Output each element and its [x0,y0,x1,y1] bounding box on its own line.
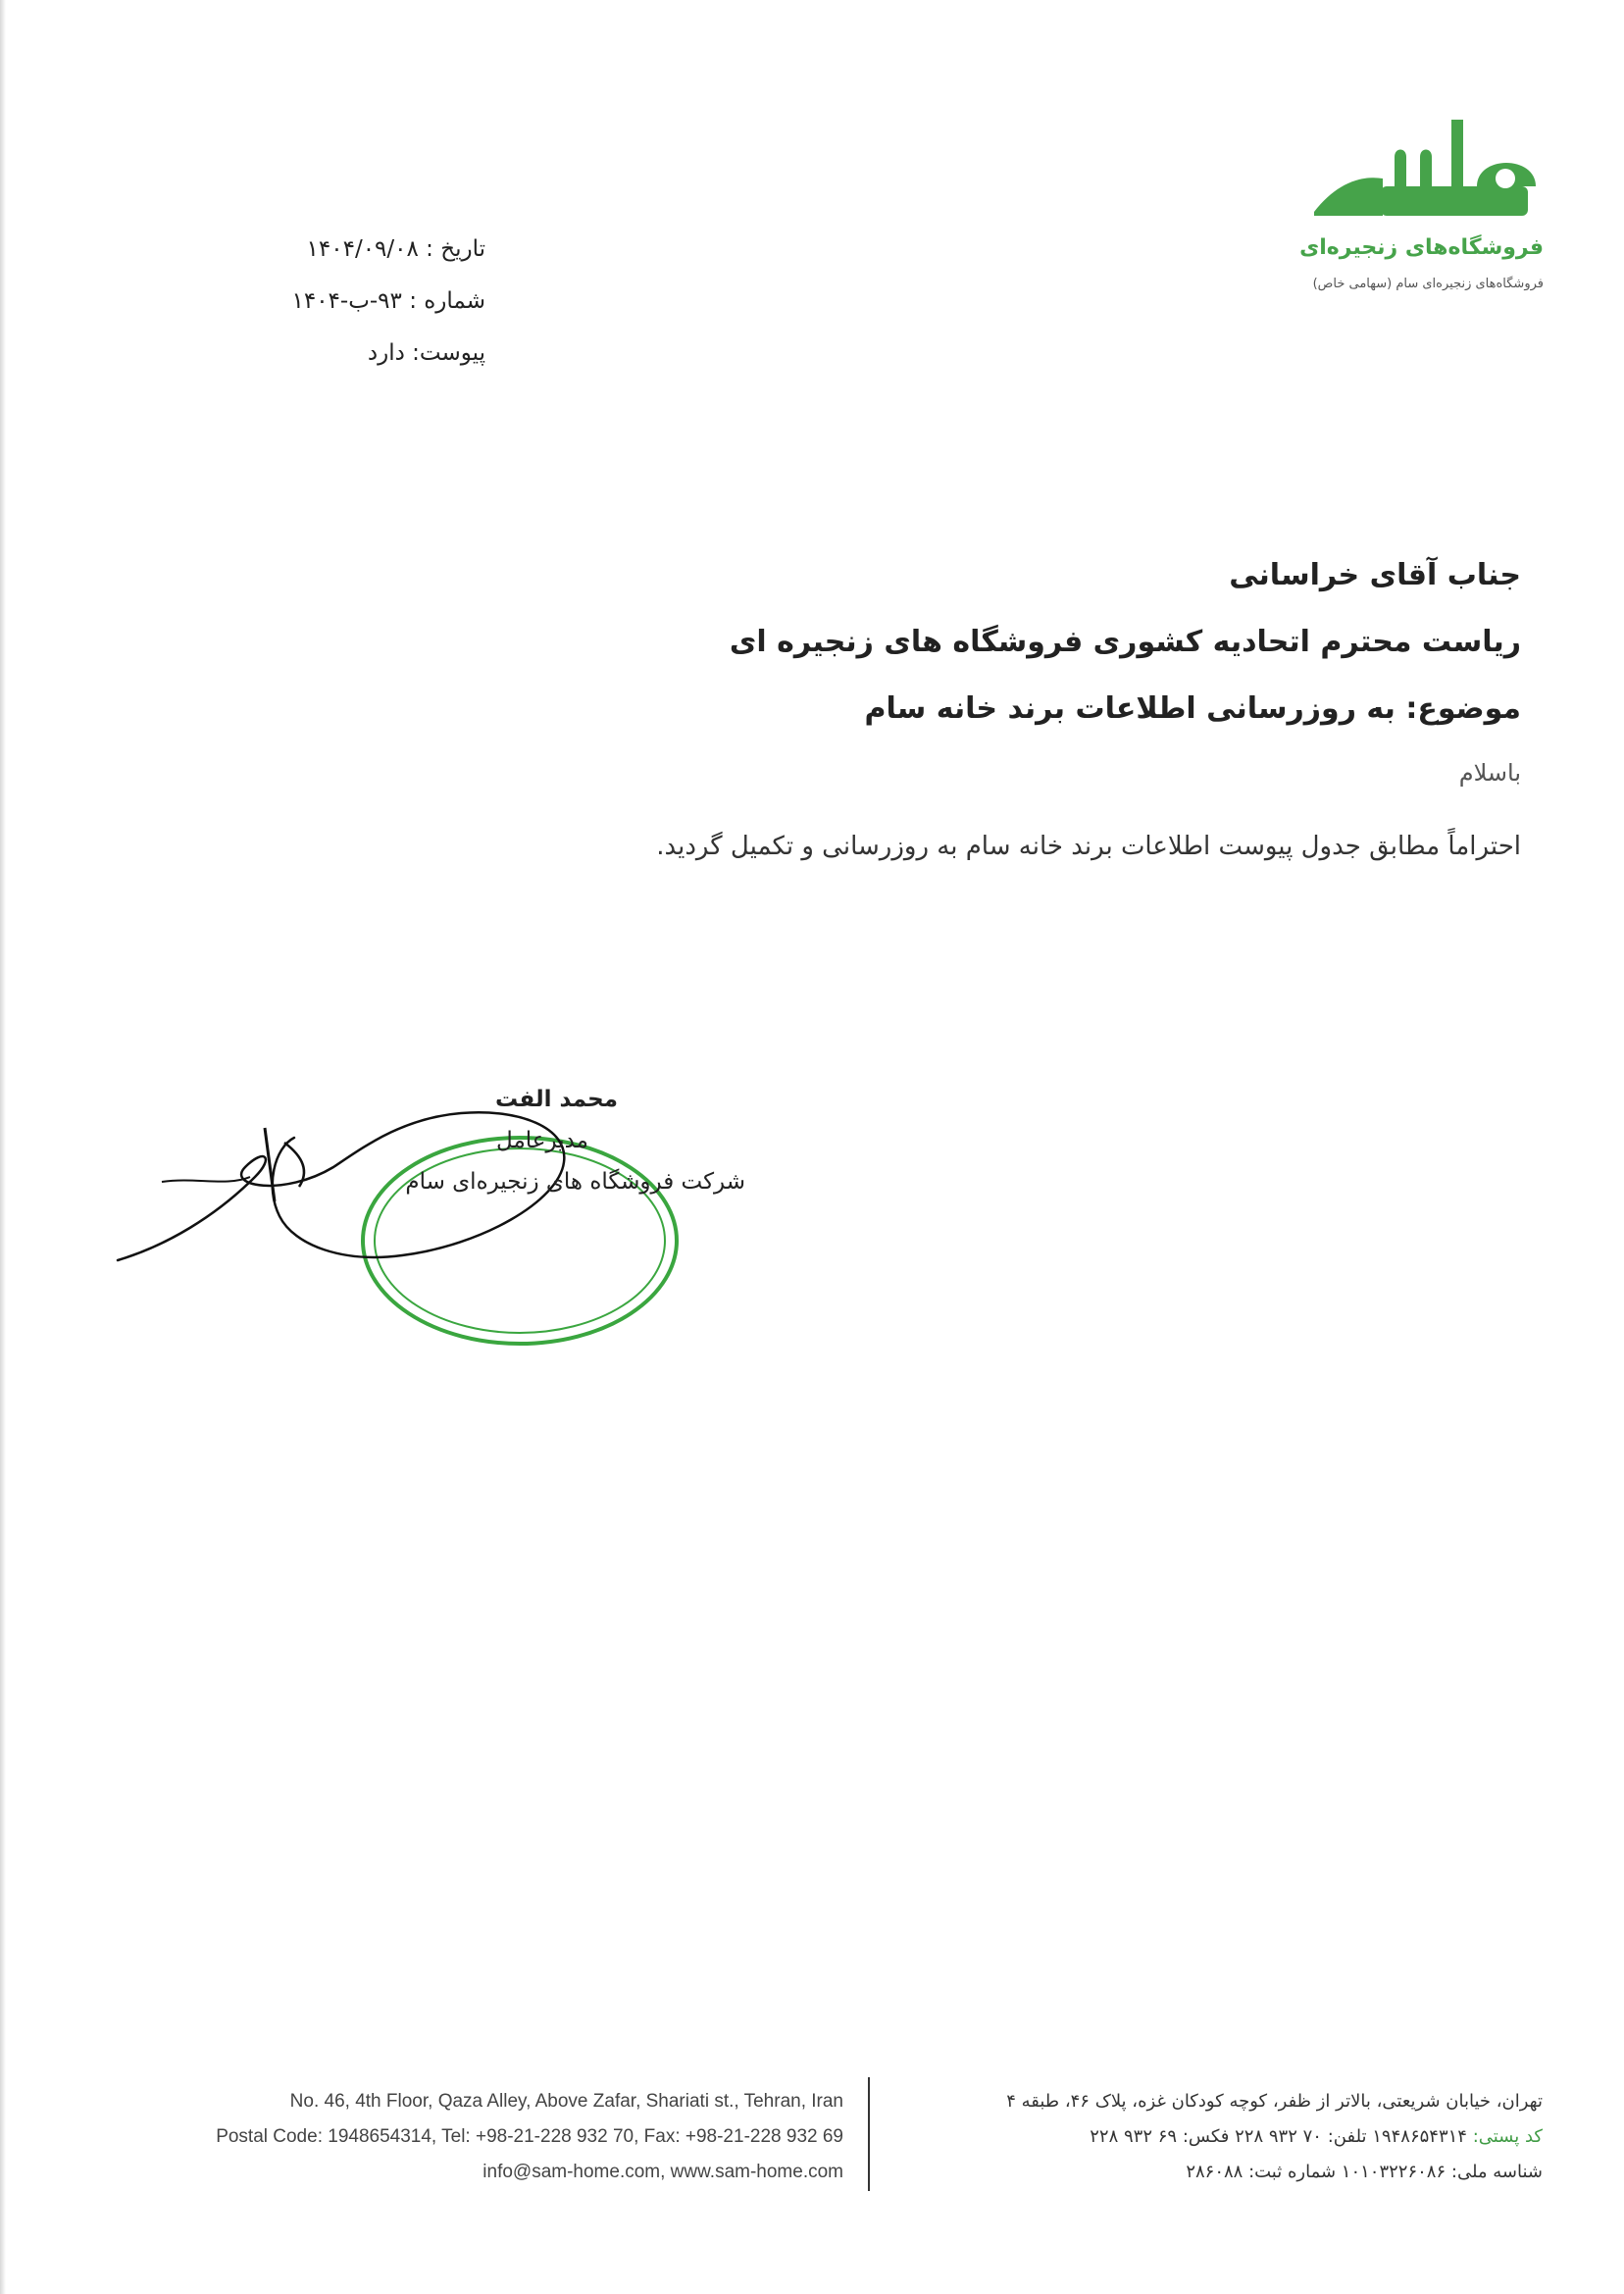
recipient-title: ریاست محترم اتحادیه کشوری فروشگاه های زنجیره ای [729,625,1521,659]
signer-role: مدیرعامل [496,1128,588,1153]
signer-name: محمد الفت [495,1087,618,1112]
footer-english [127,2084,843,2190]
company-title: فروشگاه‌های زنجیره‌ای [1299,235,1544,260]
footer-fa-address: تهران، خیابان شریعتی، بالاتر از ظفر، کوچه کودکان غزه، پلاک ۴۶، طبقه ۴ [1006,2091,1543,2112]
footer-fa-postal-label: کد پستی: [1472,2126,1543,2147]
greeting: باسلام [1458,759,1521,787]
footer-fa-id: شناسه ملی: ۱۰۱۰۳۲۲۶۰۸۶ شماره ثبت: ۲۸۶۰۸۸ [1186,2162,1543,2182]
footer-en-address: No. 46, 4th Floor, Qaza Alley, Above Zafar, Shariati st., Tehran, Iran [289,2091,843,2112]
scan-edge [0,0,6,2294]
letter-meta [226,224,485,380]
number-line: شماره : ۹۳-ب-۱۴۰۴ [291,288,485,314]
sam-logo-icon [1304,118,1545,226]
recipient: جناب آقای خراسانی [1229,558,1521,592]
footer-divider [868,2077,870,2191]
subject: موضوع: به روزرسانی اطلاعات برند خانه سام [864,691,1521,726]
footer-en-web: info@sam-home.com, www.sam-home.com [482,2162,843,2182]
footer-fa-postal: ۱۹۴۸۶۵۴۳۱۴ تلفن: ۷۰ ۹۳۲ ۲۲۸ فکس: ۶۹ ۹۳۲ ۲۲۸ [1090,2126,1467,2147]
signature-block [324,1079,745,1202]
company-logo [1294,118,1549,314]
letter-body: احتراماً مطابق جدول پیوست اطلاعات برند خانه سام به روزرسانی و تکمیل گردید. [656,832,1521,861]
footer-en-contact: Postal Code: 1948654314, Tel: +98-21-228 932 70, Fax: +98-21-228 932 69 [216,2126,843,2147]
company-subtitle: فروشگاه‌های زنجیره‌ای سام (سهامی خاص) [1312,277,1544,291]
footer-persian [890,2084,1543,2190]
addressee-block [638,542,1521,797]
footer-fa-contact [890,2119,1543,2155]
attachment-line: پیوست: دارد [367,340,485,366]
date-line: تاریخ : ۱۴۰۴/۰۹/۰۸ [306,236,485,262]
signer-company: شرکت فروشگاه های زنجیره‌ای سام [405,1169,745,1195]
